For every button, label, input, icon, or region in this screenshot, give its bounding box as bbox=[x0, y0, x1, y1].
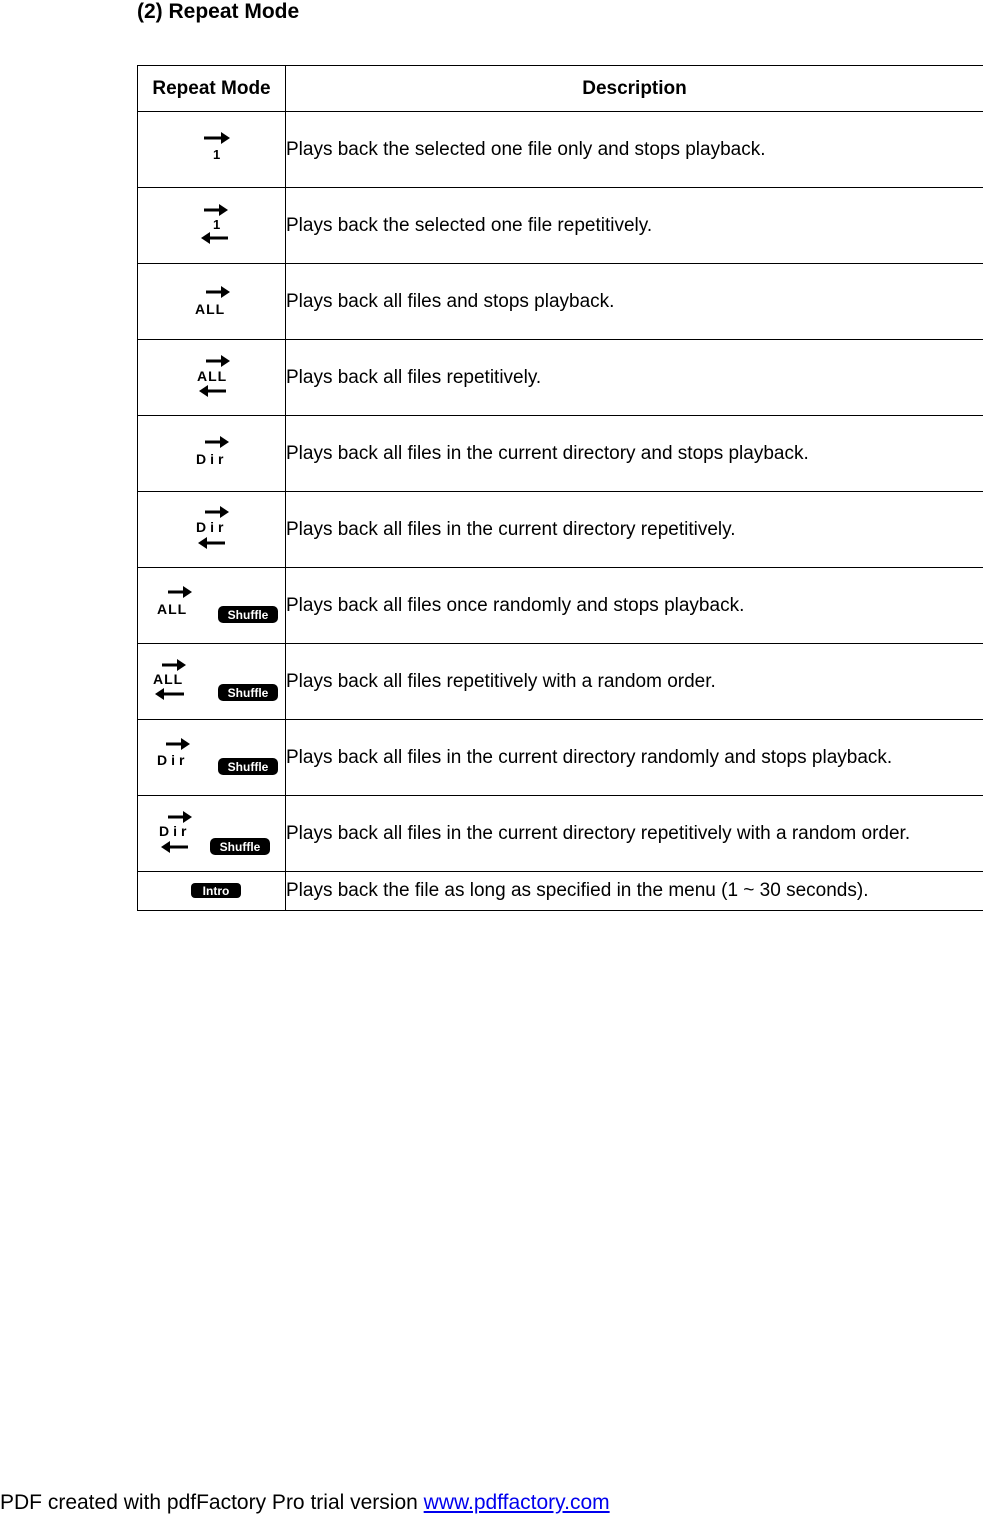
repeat-1-icon bbox=[198, 202, 232, 246]
repeat-once-all-icon bbox=[194, 286, 236, 318]
svg-text:1: 1 bbox=[213, 217, 221, 232]
table-row bbox=[138, 720, 983, 796]
mode-icon-cell bbox=[138, 112, 286, 188]
svg-text:Shuffle: Shuffle bbox=[219, 840, 261, 854]
svg-text:ALL: ALL bbox=[157, 601, 188, 617]
column-header-repeat-mode: Repeat Mode bbox=[138, 66, 286, 112]
mode-description: Plays back all files repetitively with a random order. bbox=[286, 644, 983, 720]
mode-icon-cell bbox=[138, 796, 286, 872]
table-row bbox=[138, 644, 983, 720]
table-header-row bbox=[138, 66, 983, 112]
shuffle-repeat-all-icon bbox=[152, 659, 284, 703]
svg-text:Shuffle: Shuffle bbox=[227, 608, 269, 622]
shuffle-once-all-icon bbox=[156, 586, 284, 626]
repeat-once-dir-icon bbox=[195, 436, 235, 470]
svg-text:Shuffle: Shuffle bbox=[227, 760, 269, 774]
svg-text:ALL: ALL bbox=[195, 301, 226, 317]
svg-text:Intro: Intro bbox=[202, 884, 230, 898]
mode-icon-cell bbox=[138, 340, 286, 416]
svg-text:Dir: Dir bbox=[159, 823, 191, 839]
mode-description: Plays back all files in the current directory repetitively with a random order. bbox=[286, 796, 983, 872]
table-row bbox=[138, 796, 983, 872]
table-row bbox=[138, 568, 983, 644]
mode-description: Plays back all files in the current directory randomly and stops playback. bbox=[286, 720, 983, 796]
svg-text:ALL: ALL bbox=[197, 368, 228, 384]
mode-icon-cell bbox=[138, 188, 286, 264]
mode-icon-cell bbox=[138, 720, 286, 796]
pdf-footer bbox=[0, 1489, 610, 1517]
pdffactory-link[interactable]: www.pdffactory.com bbox=[423, 1491, 610, 1514]
mode-icon-cell bbox=[138, 568, 286, 644]
mode-description: Plays back the selected one file only and stops playback. bbox=[286, 112, 983, 188]
svg-text:Dir: Dir bbox=[196, 451, 228, 467]
section-title: (2) Repeat Mode bbox=[137, 0, 300, 23]
svg-text:Dir: Dir bbox=[196, 519, 228, 535]
svg-text:Shuffle: Shuffle bbox=[227, 686, 269, 700]
intro-icon bbox=[190, 882, 242, 900]
table-row bbox=[138, 492, 983, 568]
table-row bbox=[138, 188, 983, 264]
mode-icon-cell bbox=[138, 264, 286, 340]
column-header-description: Description bbox=[286, 66, 983, 112]
mode-description: Plays back the selected one file repetitively. bbox=[286, 188, 983, 264]
mode-icon-cell bbox=[138, 416, 286, 492]
svg-text:ALL: ALL bbox=[153, 671, 184, 687]
repeat-all-icon bbox=[196, 354, 236, 398]
table-row bbox=[138, 872, 983, 911]
shuffle-once-dir-icon bbox=[156, 738, 284, 778]
repeat-once-1-icon bbox=[200, 130, 234, 164]
mode-description: Plays back all files once randomly and stops playback. bbox=[286, 568, 983, 644]
shuffle-repeat-dir-icon bbox=[158, 811, 276, 855]
table-row bbox=[138, 112, 983, 188]
mode-icon-cell bbox=[138, 492, 286, 568]
table-row bbox=[138, 416, 983, 492]
mode-description: Plays back all files in the current directory repetitively. bbox=[286, 492, 983, 568]
svg-text:Dir: Dir bbox=[157, 752, 189, 768]
svg-text:1: 1 bbox=[213, 147, 221, 162]
repeat-mode-table bbox=[137, 65, 983, 911]
mode-icon-cell bbox=[138, 872, 286, 911]
mode-description: Plays back all files repetitively. bbox=[286, 340, 983, 416]
table-row bbox=[138, 340, 983, 416]
mode-description: Plays back the file as long as specified in the menu (1 ~ 30 seconds). bbox=[286, 872, 983, 911]
mode-icon-cell bbox=[138, 644, 286, 720]
table-row bbox=[138, 264, 983, 340]
mode-description: Plays back all files and stops playback. bbox=[286, 264, 983, 340]
footer-text: PDF created with pdfFactory Pro trial version bbox=[0, 1491, 424, 1514]
repeat-dir-icon bbox=[195, 506, 235, 550]
mode-description: Plays back all files in the current directory and stops playback. bbox=[286, 416, 983, 492]
